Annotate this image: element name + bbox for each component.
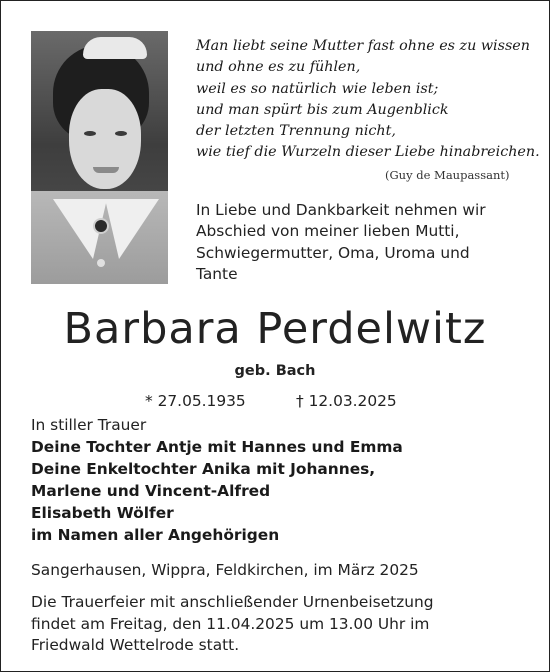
- intro-line: Schwiegermutter, Oma, Uroma und: [196, 243, 470, 262]
- photo-eye-left: [84, 131, 96, 136]
- photo-nurse-cap: [83, 37, 147, 59]
- photo-collar-right: [105, 199, 159, 259]
- funeral-service-info: [31, 592, 531, 657]
- intro-line: In Liebe und Dankbarkeit nehmen wir: [196, 201, 486, 219]
- intro-line: Abschied von meiner lieben Mutti,: [196, 222, 460, 241]
- photo-eye-right: [115, 131, 127, 136]
- mourners-block: [31, 414, 531, 546]
- mourner-line: Deine Enkeltochter Anika mit Johannes,: [31, 460, 376, 478]
- place-and-date: Sangerhausen, Wippra, Feldkirchen, im März 2025: [31, 561, 419, 579]
- photo-face: [69, 89, 141, 189]
- deceased-name: Barbara Perdelwitz: [63, 304, 487, 354]
- mourner-line: im Namen aller Angehörigen: [31, 526, 280, 544]
- quote-line: Man liebt seine Mutter fast ohne es zu wissen: [196, 38, 530, 54]
- quote-author: (Guy de Maupassant): [385, 168, 510, 182]
- mourner-line: Deine Tochter Antje mit Hannes und Emma: [31, 438, 403, 456]
- mourner-line: Elisabeth Wölfer: [31, 504, 174, 522]
- memorial-quote: [196, 36, 540, 164]
- maiden-name: geb. Bach: [234, 363, 316, 379]
- portrait-photo: [31, 31, 168, 284]
- intro-text: [196, 200, 516, 285]
- intro-line: Tante: [196, 264, 238, 283]
- mourner-line: Marlene und Vincent-Alfred: [31, 482, 271, 500]
- quote-line: und ohne es zu fühlen,: [196, 59, 361, 76]
- mourners-lead: In stiller Trauer: [31, 416, 147, 434]
- death-date: † 12.03.2025: [296, 392, 397, 410]
- service-line: Die Trauerfeier mit anschließender Urnenbeisetzung: [31, 593, 434, 611]
- quote-line: und man spürt bis zum Augenblick: [196, 101, 449, 118]
- service-line: Friedwald Wettelrode statt.: [31, 636, 240, 654]
- photo-mouth: [93, 167, 119, 173]
- quote-line: der letzten Trennung nicht,: [196, 123, 396, 140]
- quote-line: weil es so natürlich wie leben ist;: [196, 80, 439, 97]
- photo-button: [97, 259, 105, 267]
- service-line: findet am Freitag, den 11.04.2025 um 13.00 Uhr im: [31, 614, 430, 633]
- photo-brooch: [93, 218, 109, 234]
- quote-line: wie tief die Wurzeln dieser Liebe hinabreichen.: [196, 144, 540, 161]
- birth-date: * 27.05.1935: [145, 392, 246, 410]
- life-dates: [0, 390, 550, 412]
